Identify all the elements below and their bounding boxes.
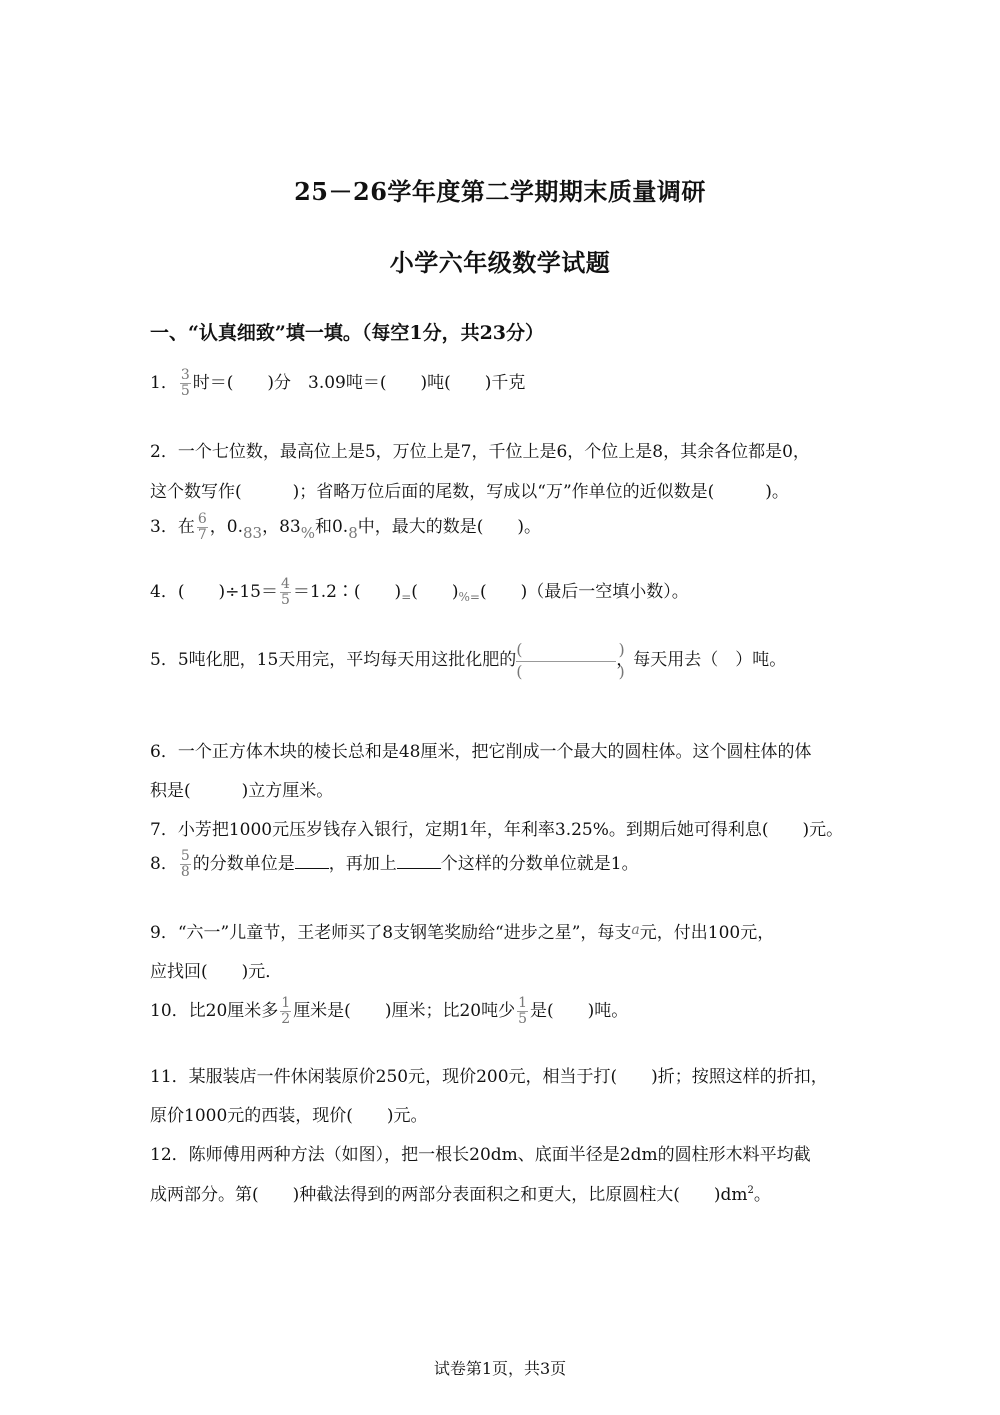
answer-blank bbox=[397, 854, 441, 869]
fraction: $\frac{1}{2}$ bbox=[281, 995, 291, 1027]
question-2-line-1: 2．一个七位数，最高位上是5，万位上是7，千位上是6，个位上是8，其余各位都是0， bbox=[150, 442, 810, 462]
question-4: 4．( )÷15＝ $\frac{4}{5}$ ＝1.2∶( )$_=$( )$_{\%=}$( )（最后一空填小数）。 bbox=[150, 576, 689, 608]
question-11-line-2: 原价1000元的西装，现价( )元。 bbox=[150, 1106, 428, 1126]
exam-subtitle: 小学六年级数学试题 bbox=[389, 248, 611, 277]
question-2-line-2: 这个数写作( )；省略万位后面的尾数，写成以“万”作单位的近似数是( )。 bbox=[150, 482, 789, 502]
question-11-line-1: 11．某服装店一件休闲装原价250元，现价200元，相当于打( )折；按照这样的折扣， bbox=[150, 1067, 828, 1087]
fraction: $\frac{4}{5}$ bbox=[280, 576, 290, 608]
question-6-line-1: 6．一个正方体木块的棱长总和是48厘米，把它削成一个最大的圆柱体。这个圆柱体的体 bbox=[150, 742, 812, 762]
question-6-line-2: 积是( )立方厘米。 bbox=[150, 781, 334, 801]
page-footer: 试卷第1页，共3页 bbox=[433, 1359, 567, 1378]
question-8: 8． $\frac{5}{8}$ 的分数单位是 ，再加上 个这样的分数单位就是1。 bbox=[150, 848, 639, 880]
fraction: $\frac{1}{5}$ bbox=[518, 995, 528, 1027]
fraction: $\frac{5}{8}$ bbox=[180, 848, 190, 880]
fraction: $\frac{6}{7}$ bbox=[197, 511, 207, 543]
exam-title: 25－26学年度第二学期期末质量调研 bbox=[294, 177, 706, 206]
question-10: 10．比20厘米多 $\frac{1}{2}$ 厘米是( )厘米；比20吨少 $\frac{1}{5}$ 是( )吨。 bbox=[150, 995, 629, 1027]
question-3: 3．在 $\frac{6}{7}$ ，0.83，83%和0.8中，最大的数是( )。 bbox=[150, 511, 542, 543]
fraction: $\frac{( )}{( )}$ bbox=[516, 640, 625, 682]
question-1: 1． $\frac{3}{5}$ 时＝( )分 3.09吨＝( )吨( )千克 bbox=[150, 367, 526, 399]
question-9-line-2: 应找回( )元． bbox=[150, 962, 283, 982]
section-heading: 一、“认真细致”填一填。（每空1分，共23分） bbox=[150, 322, 545, 344]
question-12-line-1: 12．陈师傅用两种方法（如图），把一根长20dm、底面半径是2dm的圆柱形木料平均截 bbox=[150, 1145, 811, 1165]
fraction: $\frac{3}{5}$ bbox=[180, 367, 190, 399]
question-12-line-2: 成两部分。第( )种截法得到的两部分表面积之和更大，比原圆柱大( )$dm^2$。 bbox=[150, 1185, 771, 1205]
question-9-line-1: 9．“六一”儿童节，王老师买了8支钢笔奖励给“进步之星”，每支$^a$元，付出100元， bbox=[150, 922, 775, 943]
question-5: 5．5吨化肥，15天用完，平均每天用这批化肥的 $\frac{( )}{( )}$，每天用去（ ）吨。 bbox=[150, 640, 787, 682]
answer-blank bbox=[295, 854, 329, 869]
question-7: 7．小芳把1000元压岁钱存入银行，定期1年，年利率3.25%。到期后她可得利息( )元。 bbox=[150, 820, 844, 840]
